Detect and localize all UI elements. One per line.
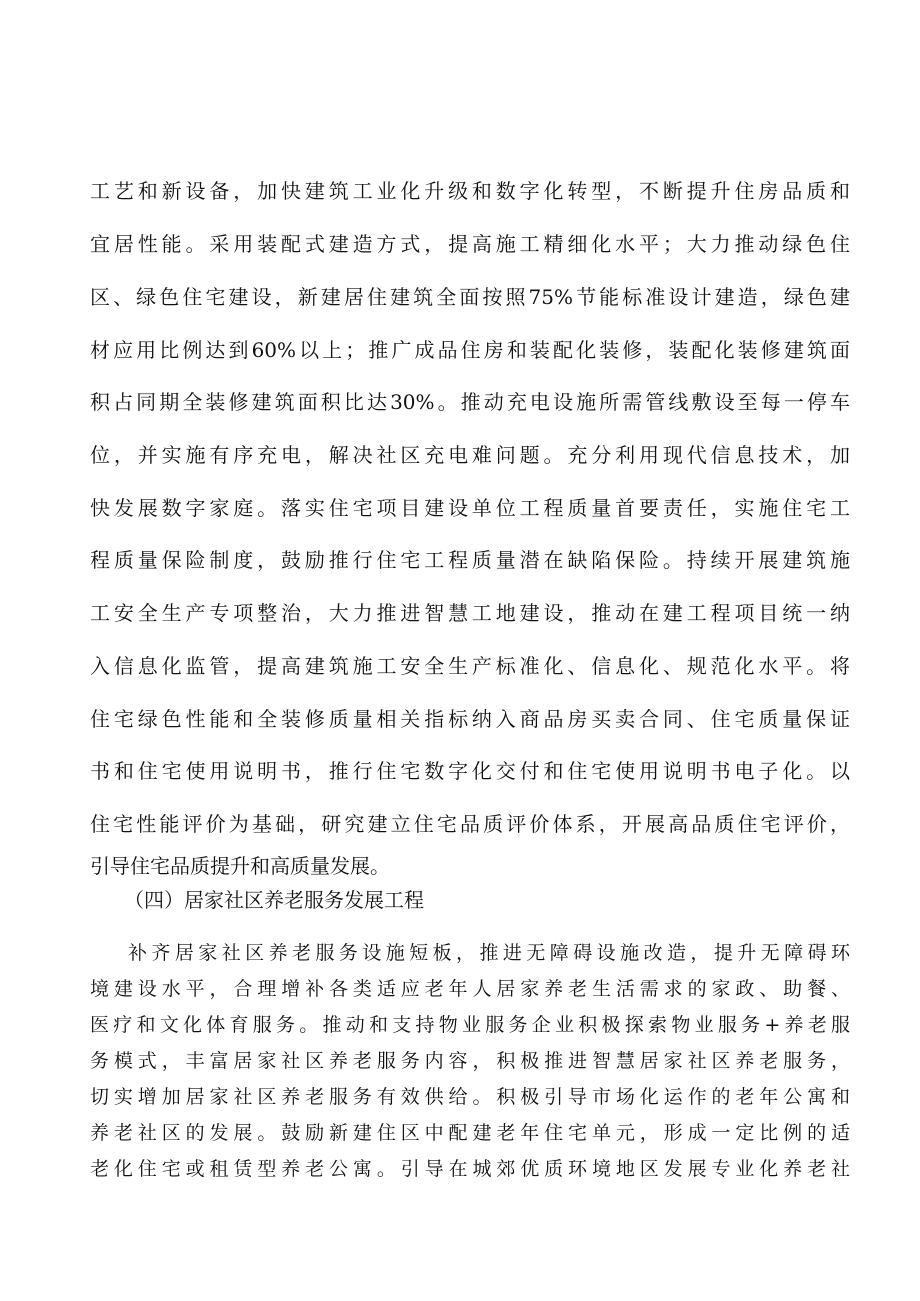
paragraph-line: 务模式，丰富居家社区养老服务内容，积极推进智慧居家社区养老服务， bbox=[90, 1050, 850, 1072]
paragraph-line: 书和住宅使用说明书，推行住宅数字化交付和住宅使用说明书电子化。以 bbox=[90, 759, 850, 783]
paragraph-line: 积占同期全装修建筑面积比达30%。推动充电设施所需管线敷设至每一停车 bbox=[90, 390, 850, 414]
paragraph-line: 养老社区的发展。鼓励新建住区中配建老年住宅单元，形成一定比例的适 bbox=[90, 1122, 850, 1144]
paragraph-line: 住宅绿色性能和全装修质量相关指标纳入商品房买卖合同、住宅质量保证 bbox=[90, 707, 850, 731]
paragraph-line: 切实增加居家社区养老服务有效供给。积极引导市场化运作的老年公寓和 bbox=[90, 1086, 850, 1108]
paragraph-line: 补齐居家社区养老服务设施短板，推进无障碍设施改造，提升无障碍环 bbox=[128, 942, 850, 964]
paragraph-line: 材应用比例达到60%以上；推广成品住房和装配化装修，装配化装修建筑面 bbox=[90, 338, 850, 362]
paragraph-line: 工安全生产专项整治，大力推进智慧工地建设，推动在建工程项目统一纳 bbox=[90, 601, 850, 625]
section-heading: （四）居家社区养老服务发展工程 bbox=[124, 888, 424, 912]
paragraph-line: 入信息化监管，提高建筑施工安全生产标准化、信息化、规范化水平。将 bbox=[90, 654, 850, 678]
paragraph-line: 位，并实施有序充电，解决社区充电难问题。充分利用现代信息技术，加 bbox=[90, 443, 850, 467]
paragraph-line: 境建设水平，合理增补各类适应老年人居家养老生活需求的家政、助餐、 bbox=[90, 978, 850, 1000]
paragraph-line: 工艺和新设备，加快建筑工业化升级和数字化转型，不断提升住房品质和 bbox=[90, 179, 850, 203]
paragraph-line: 区、绿色住宅建设，新建居住建筑全面按照75%节能标准设计建造，绿色建 bbox=[90, 285, 850, 309]
paragraph-line: 住宅性能评价为基础，研究建立住宅品质评价体系，开展高品质住宅评价， bbox=[90, 812, 850, 836]
paragraph-line: 医疗和文化体育服务。推动和支持物业服务企业积极探索物业服务+养老服 bbox=[90, 1014, 850, 1036]
paragraph-line: 引导住宅品质提升和高质量发展。 bbox=[90, 854, 390, 878]
paragraph-line: 老化住宅或租赁型养老公寓。引导在城郊优质环境地区发展专业化养老社 bbox=[90, 1158, 850, 1180]
paragraph-line: 快发展数字家庭。落实住宅项目建设单位工程质量首要责任，实施住宅工 bbox=[90, 496, 850, 520]
paragraph-line: 宜居性能。采用装配式建造方式，提高施工精细化水平；大力推动绿色住 bbox=[90, 232, 850, 256]
paragraph-line: 程质量保险制度，鼓励推行住宅工程质量潜在缺陷保险。持续开展建筑施 bbox=[90, 548, 850, 572]
